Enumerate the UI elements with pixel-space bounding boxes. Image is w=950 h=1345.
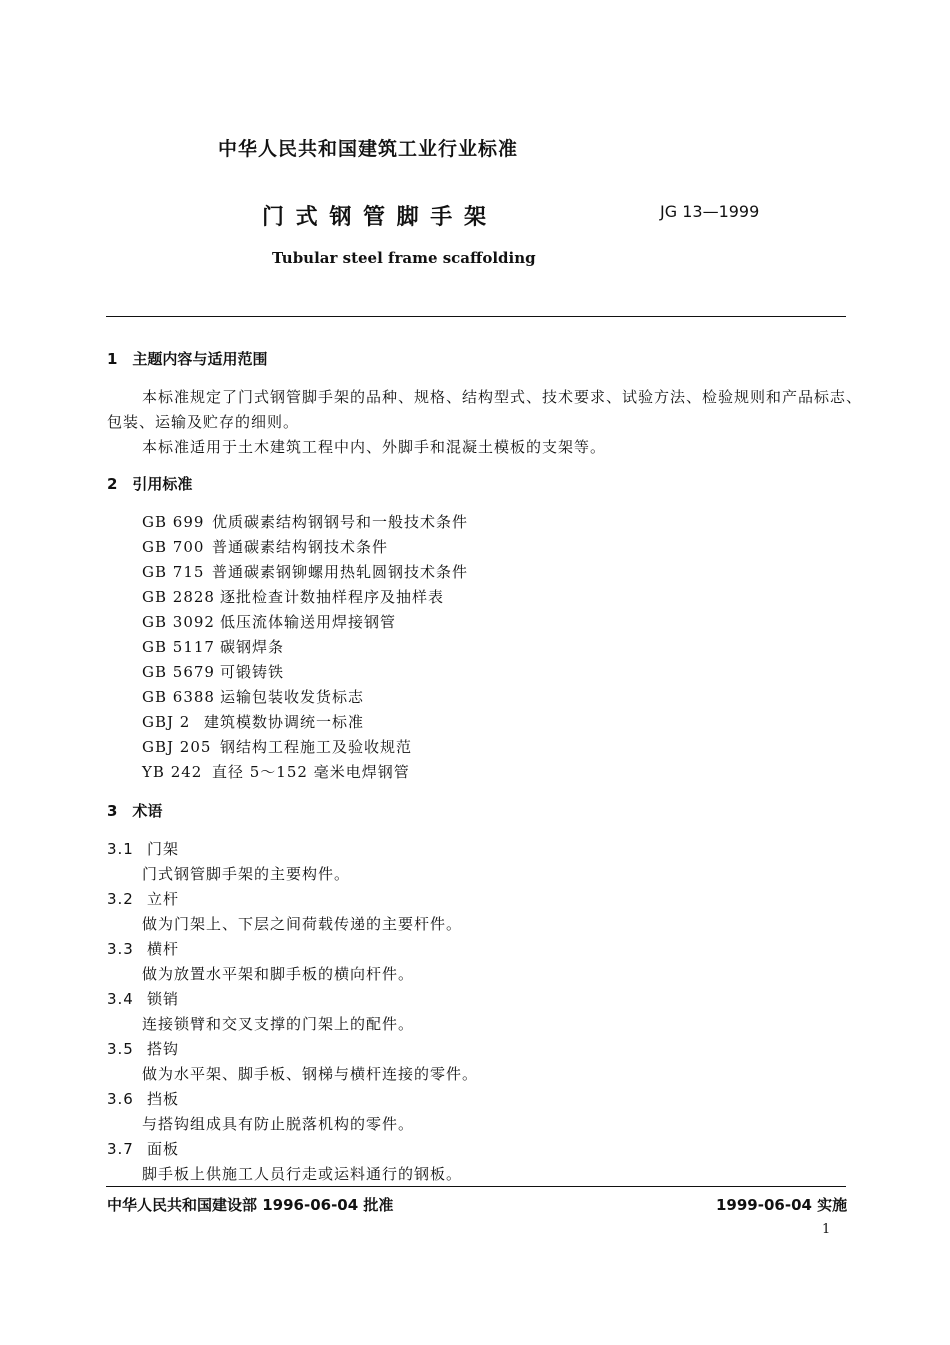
term-number: 3.3	[107, 940, 134, 958]
reference-title: 优质碳素结构钢钢号和一般技术条件	[212, 513, 469, 531]
term-definition: 与搭钩组成具有防止脱落机构的零件。	[142, 1115, 415, 1133]
reference-title: 普通碳素结构钢技术条件	[212, 538, 389, 556]
section-1-heading: 1 主题内容与适用范围	[107, 350, 268, 368]
reference-title: 逐批检查计数抽样程序及抽样表	[220, 588, 445, 606]
reference-code: GBJ 2	[142, 713, 191, 731]
reference-title: 可锻铸铁	[220, 663, 285, 681]
term-number: 3.6	[107, 1090, 134, 1108]
term-name: 面板	[147, 1140, 180, 1158]
term-number: 3.5	[107, 1040, 134, 1058]
reference-title: 碳钢焊条	[220, 638, 285, 656]
reference-title: 普通碳素钢铆螺用热轧圆钢技术条件	[212, 563, 469, 581]
term-name: 锁销	[147, 990, 180, 1008]
reference-item	[142, 536, 388, 557]
document-title: 门 式 钢 管 脚 手 架	[262, 205, 488, 230]
bottom-divider	[106, 1186, 846, 1187]
term-heading	[107, 1088, 179, 1109]
reference-code: GB 6388	[142, 688, 215, 706]
reference-item	[142, 636, 284, 657]
term-heading	[107, 1038, 179, 1059]
term-number: 3.1	[107, 840, 134, 858]
reference-item	[142, 736, 412, 757]
issuing-organization: 中华人民共和国建筑工业行业标准	[218, 138, 519, 160]
english-title: Tubular steel frame scaffolding	[272, 249, 536, 267]
term-heading	[107, 888, 179, 909]
reference-item	[142, 761, 410, 782]
reference-title: 钢结构工程施工及验收规范	[220, 738, 413, 756]
reference-item	[142, 661, 284, 682]
term-definition: 做为水平架、脚手板、钢梯与横杆连接的零件。	[142, 1065, 479, 1083]
term-number: 3.7	[107, 1140, 134, 1158]
section-1-paragraph-1-line-1: 本标准规定了门式钢管脚手架的品种、规格、结构型式、技术要求、试验方法、检验规则和产品标志、	[142, 388, 863, 406]
reference-title: 直径 5～152 毫米电焊钢管	[212, 763, 410, 781]
term-definition: 连接锁臂和交叉支撑的门架上的配件。	[142, 1015, 415, 1033]
term-name: 横杆	[147, 940, 180, 958]
term-definition: 脚手板上供施工人员行走或运料通行的钢板。	[142, 1165, 463, 1183]
reference-item	[142, 686, 364, 707]
approval-line: 中华人民共和国建设部 1996-06-04 批准	[107, 1196, 394, 1214]
reference-title: 运输包装收发货标志	[220, 688, 365, 706]
page-number: 1	[822, 1222, 831, 1237]
reference-title: 建筑模数协调统一标准	[204, 713, 365, 731]
standard-code: JG 13—1999	[660, 202, 760, 221]
term-name: 搭钩	[147, 1040, 180, 1058]
reference-code: GBJ 205	[142, 738, 212, 756]
term-name: 挡板	[147, 1090, 180, 1108]
reference-code: GB 699	[142, 513, 205, 531]
term-heading	[107, 988, 179, 1009]
section-1-paragraph-2: 本标准适用于土木建筑工程中内、外脚手和混凝土模板的支架等。	[142, 438, 607, 456]
reference-code: YB 242	[142, 763, 203, 781]
term-definition: 门式钢管脚手架的主要构件。	[142, 865, 351, 883]
reference-code: GB 5679	[142, 663, 215, 681]
reference-title: 低压流体输送用焊接钢管	[220, 613, 397, 631]
section-1-paragraph-1-line-2: 包装、运输及贮存的细则。	[107, 413, 300, 431]
term-number: 3.4	[107, 990, 134, 1008]
term-heading	[107, 1138, 179, 1159]
reference-code: GB 3092	[142, 613, 215, 631]
reference-code: GB 700	[142, 538, 205, 556]
reference-code: GB 715	[142, 563, 205, 581]
term-name: 立杆	[147, 890, 180, 908]
term-heading	[107, 938, 179, 959]
section-3-heading: 3 术语	[107, 802, 163, 820]
reference-item	[142, 511, 468, 532]
term-number: 3.2	[107, 890, 134, 908]
reference-code: GB 2828	[142, 588, 215, 606]
term-heading	[107, 838, 179, 859]
section-2-heading: 2 引用标准	[107, 475, 193, 493]
reference-item	[142, 611, 396, 632]
term-definition: 做为门架上、下层之间荷载传递的主要杆件。	[142, 915, 463, 933]
effective-date: 1999-06-04 实施	[716, 1196, 848, 1214]
term-definition: 做为放置水平架和脚手板的横向杆件。	[142, 965, 415, 983]
reference-item	[142, 561, 468, 582]
top-divider	[106, 316, 846, 317]
reference-item	[142, 586, 444, 607]
reference-code: GB 5117	[142, 638, 215, 656]
term-name: 门架	[147, 840, 180, 858]
reference-item	[142, 711, 364, 732]
